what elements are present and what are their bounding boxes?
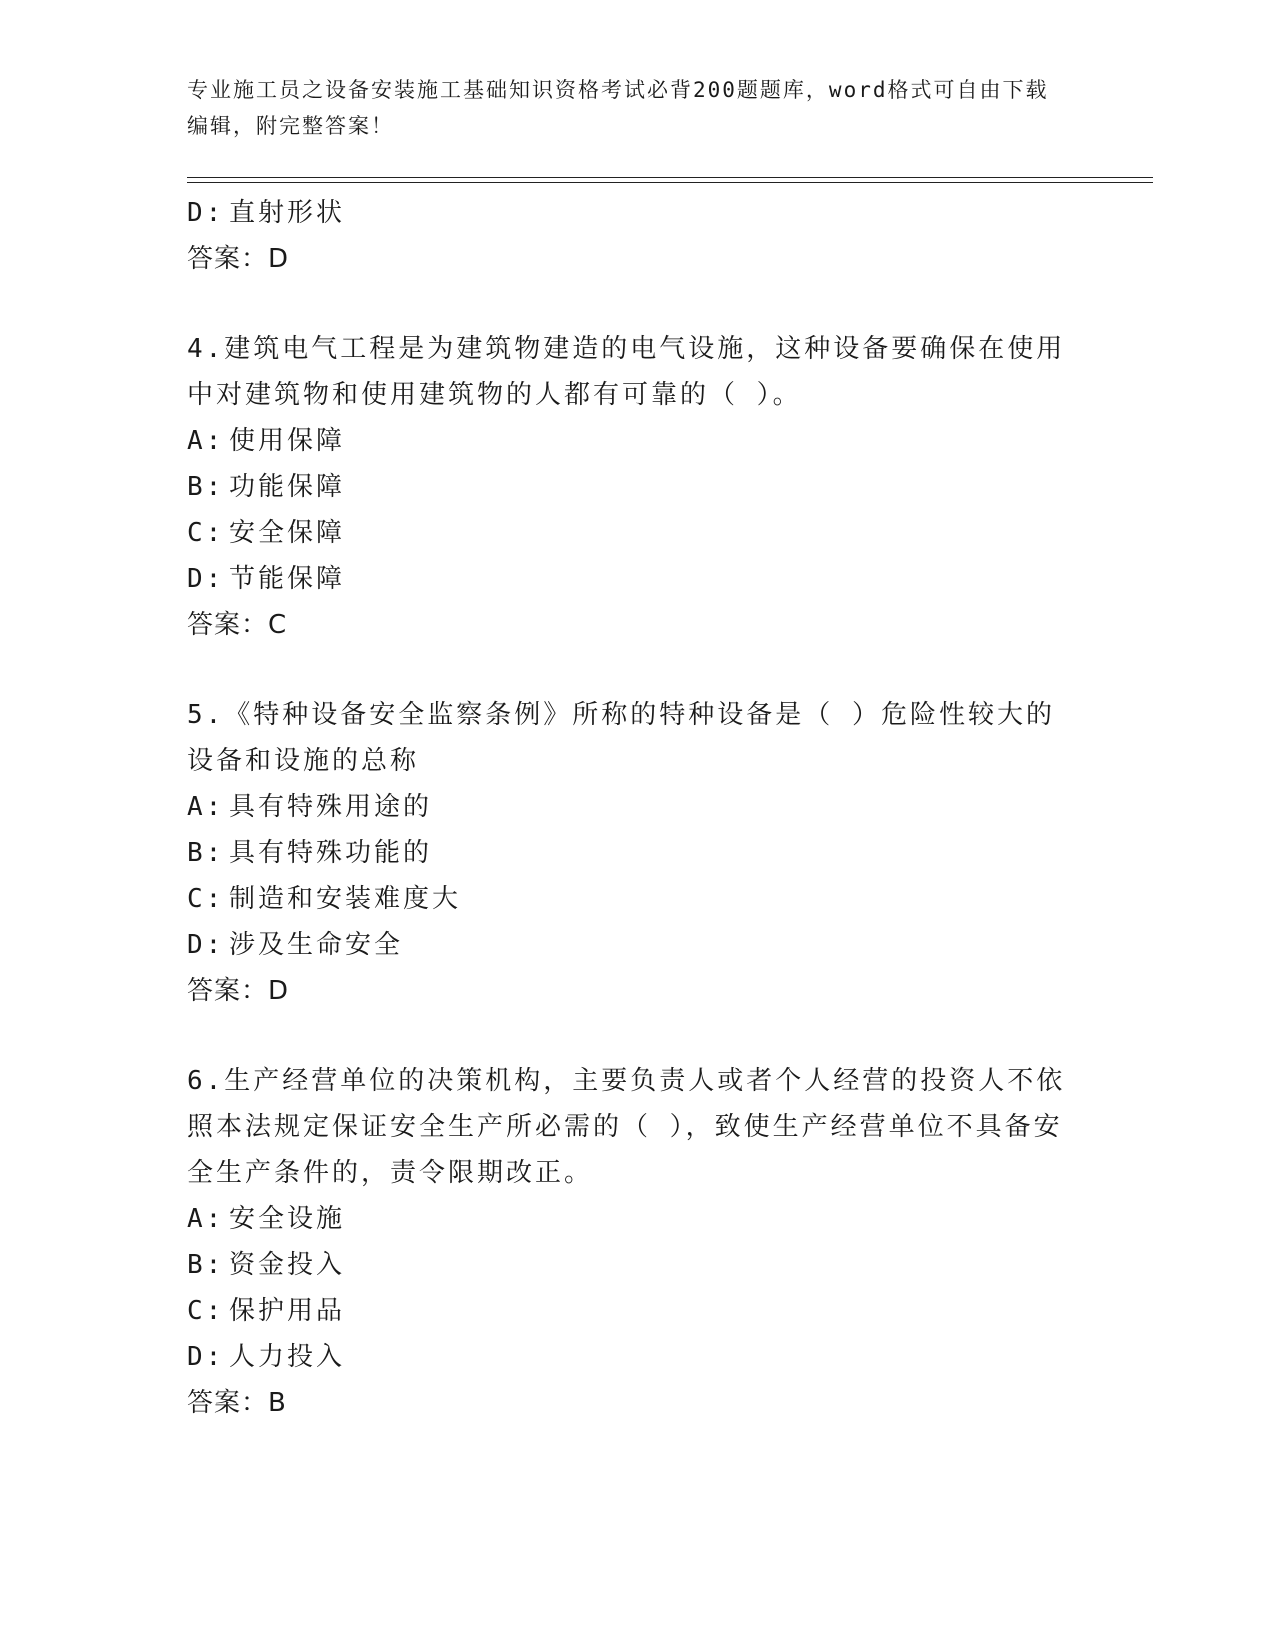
question-block	[187, 692, 1087, 1014]
option-c	[187, 876, 1087, 922]
option-text: 具有特殊功能的	[229, 838, 433, 868]
option-text: 使用保障	[229, 426, 346, 456]
option-label: C:	[187, 884, 225, 914]
question-block	[187, 326, 1087, 648]
option-a	[187, 784, 1087, 830]
option-text: 安全保障	[229, 518, 346, 548]
answer: 答案：C	[187, 610, 288, 640]
option-label: B:	[187, 1250, 225, 1280]
document-header: 专业施工员之设备安装施工基础知识资格考试必背200题题库，word格式可自由下载编辑，附完整答案！	[187, 78, 1049, 138]
option-text: 制造和安装难度大	[229, 884, 462, 914]
option-text: 节能保障	[229, 564, 346, 594]
question-text: 6.生产经营单位的决策机构，主要负责人或者个人经营的投资人不依照本法规定保证安全生产所必需的（ ），致使生产经营单位不具备安全生产条件的，责令限期改正。	[187, 1066, 1066, 1188]
option-label: D:	[187, 198, 225, 228]
option-label: C:	[187, 518, 225, 548]
option-b	[187, 464, 1087, 510]
option-c	[187, 510, 1087, 556]
option-label: C:	[187, 1296, 225, 1326]
option-d	[187, 556, 1087, 602]
option-label: B:	[187, 838, 225, 868]
option-text: 涉及生命安全	[229, 930, 404, 960]
option-label: B:	[187, 472, 225, 502]
option-text: 具有特殊用途的	[229, 792, 433, 822]
option-text: 功能保障	[229, 472, 346, 502]
option-text: 资金投入	[229, 1250, 346, 1280]
option-text: 直射形状	[229, 198, 346, 228]
option-b	[187, 830, 1087, 876]
option-label: D:	[187, 1342, 225, 1372]
document-body	[187, 190, 1087, 1426]
option-c	[187, 1288, 1087, 1334]
option-a	[187, 418, 1087, 464]
option-label: A:	[187, 792, 225, 822]
option-d	[187, 1334, 1087, 1380]
option-text: 人力投入	[229, 1342, 346, 1372]
option-d	[187, 190, 1087, 236]
option-text: 安全设施	[229, 1204, 346, 1234]
question-block	[187, 1058, 1087, 1426]
question-text: 5.《特种设备安全监察条例》所称的特种设备是（ ）危险性较大的设备和设施的总称	[187, 700, 1055, 776]
option-label: D:	[187, 564, 225, 594]
option-text: 保护用品	[229, 1296, 346, 1326]
option-label: A:	[187, 426, 225, 456]
answer: 答案：D	[187, 244, 290, 274]
option-label: A:	[187, 1204, 225, 1234]
question-text: 4.建筑电气工程是为建筑物建造的电气设施，这种设备要确保在使用中对建筑物和使用建筑物的人都有可靠的（ ）。	[187, 334, 1066, 410]
answer: 答案：D	[187, 976, 290, 1006]
header-divider	[187, 177, 1153, 183]
option-a	[187, 1196, 1087, 1242]
option-label: D:	[187, 930, 225, 960]
option-d	[187, 922, 1087, 968]
answer: 答案：B	[187, 1388, 287, 1418]
option-b	[187, 1242, 1087, 1288]
